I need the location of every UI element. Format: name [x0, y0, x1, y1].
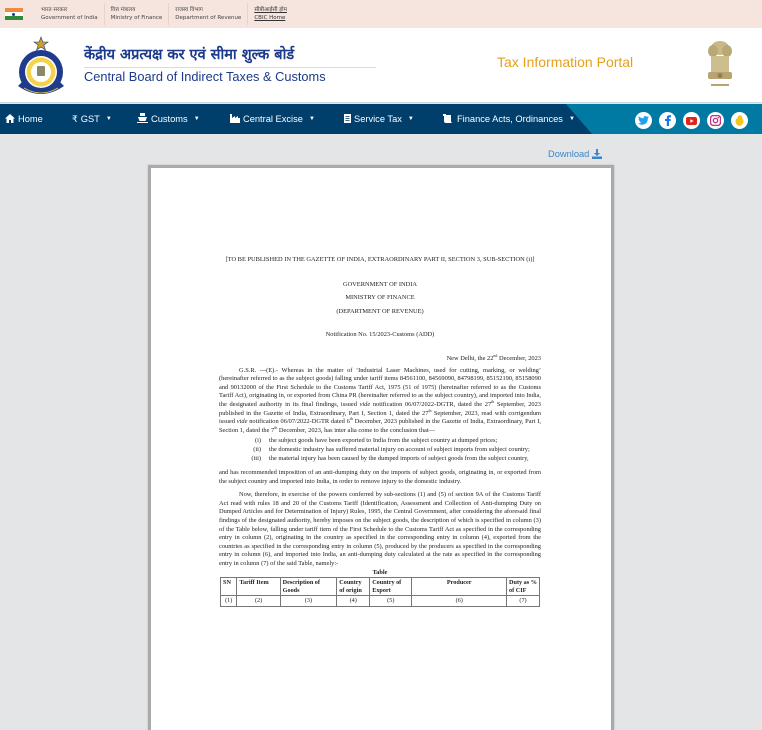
superscript: th — [274, 424, 278, 430]
gov-bar-department-of-revenue — [169, 3, 248, 25]
superscript: th — [428, 407, 432, 413]
notification-document — [219, 256, 541, 607]
gov-bar-hindi: भारत सरकार — [41, 6, 68, 13]
superscript: th — [491, 398, 495, 404]
document-viewer[interactable] — [148, 165, 614, 730]
industry-icon — [230, 114, 240, 125]
superscript: th — [349, 416, 353, 421]
preamble-text: December, 2023, has inter alia come to the conclusion that— — [277, 426, 436, 434]
social-links — [635, 112, 748, 129]
download-icon — [592, 149, 602, 159]
nav-finance-acts[interactable] — [443, 104, 575, 134]
preamble-text: December, 2023 published in the Gazette of India, Extraordinary, Part I, Section 1, dated the 7 — [219, 418, 541, 434]
title-divider — [84, 67, 376, 68]
table-cell: (5) — [370, 596, 412, 607]
table-cell: (4) — [337, 596, 370, 607]
notification-date — [219, 352, 541, 364]
nav-finance-acts-label[interactable]: Finance Acts, Ordinances — [457, 114, 563, 124]
date-superscript: nd — [493, 352, 498, 358]
portal-title: Tax Information Portal — [497, 54, 634, 70]
gov-top-bar — [0, 0, 762, 28]
site-title-english: Central Board of Indirect Taxes & Customs — [84, 69, 326, 84]
gov-bar-english[interactable]: CBIC Home — [254, 14, 286, 21]
main-navigation — [0, 104, 762, 134]
nav-home[interactable] — [5, 104, 43, 134]
download-button[interactable] — [548, 149, 602, 159]
cbic-emblem-logo[interactable] — [12, 36, 70, 98]
chevron-down-icon: ▼ — [308, 116, 315, 122]
gov-bar-english: Ministry of Finance — [110, 14, 163, 21]
nav-gst-label[interactable]: GST — [80, 114, 100, 124]
twitter-icon[interactable] — [635, 112, 652, 129]
table-row — [221, 596, 540, 607]
home-icon — [5, 114, 15, 125]
table-header-cell: SN — [221, 578, 237, 596]
gov-bar-english: Government of India — [41, 14, 98, 21]
department-heading: (DEPARTMENT OF REVENUE) — [336, 307, 424, 315]
nav-service-tax[interactable] — [344, 104, 414, 134]
nav-gst[interactable] — [72, 104, 112, 134]
gov-bar-hindi: वित्त मंत्रालय — [110, 6, 136, 13]
date-text: December, 2023 — [497, 354, 541, 362]
chevron-down-icon: ▼ — [568, 116, 575, 122]
document-icon — [344, 114, 351, 125]
scroll-icon — [443, 114, 454, 125]
nav-customs[interactable] — [137, 104, 200, 134]
gov-bar-hindi[interactable]: सीबीआईसी होम — [254, 6, 287, 13]
table-header-cell: Country of Export — [370, 578, 412, 596]
cbic-home-link[interactable] — [248, 3, 293, 25]
preamble-text: September, 2023 published in the Gazette of India, Extraordinary, Part I, Section 1, dated the 27 — [219, 400, 541, 417]
imposition-paragraph: Now, therefore, in exercise of the powers conferred by sub-sections (1) and (5) of section 9A of the Customs Tariff Act read with rules 18 and 20 of the Customs Tariff (Identification, Assessment and Collection of Anti-dumping Duty on Dumped Articles and for Determination of Injury) Rules, 1995, the Central Government, after considering the aforesaid final findings of the designated authority, hereby imposes on the subject goods, the description of which is specified in column (3) of the Table below, falling under tariff item of the First Schedule to the Customs Tariff Act as specified in the corresponding entry in column (2), originating in the country as specified in the corresponding entry in column (4), exported from the countries as specified in the corresponding entry in column (5), produced by the producers as specified in the corresponding entry in column (6), and imported into India, an anti-dumping duty calculated at the rate as specified in the corresponding entry in column (7) of the said Table, namely:- — [219, 491, 541, 568]
preamble-text: notification 06/07/2022-DGTR dated 6 — [247, 418, 350, 426]
nav-home-label[interactable]: Home — [18, 114, 43, 124]
gov-bar-hindi: राजस्व विभाग — [175, 6, 203, 13]
nav-customs-label[interactable]: Customs — [151, 114, 188, 124]
koo-icon[interactable] — [731, 112, 748, 129]
gov-bar-government-of-india — [35, 3, 105, 25]
table-cell: (2) — [237, 596, 280, 607]
preamble-text: notification 06/07/2022-DGTR, dated the 27 — [370, 400, 492, 408]
india-flag-icon — [5, 8, 23, 20]
finding-number: (i) — [254, 437, 261, 445]
finding-number: (ii) — [253, 445, 261, 453]
youtube-icon[interactable] — [683, 112, 700, 129]
nav-central-excise-label[interactable]: Central Excise — [243, 114, 303, 124]
gov-bar-ministry-of-finance — [105, 3, 170, 25]
preamble-text: G.S.R. ---(E).- Whereas in the matter of ‘Industrial Laser Machines, used for cutting, marking, or welding’ (hereinafter referred to as the subject goods) falling under tariff items 84561100, 84569090, 84798199, 85152190, 85158090 and 90132000 of the First Schedule to the Customs Tariff Act, 1975 (51 of 1975) (hereinafter referred to as the Customs Tariff Act), originating in, or exported from China PR (hereinafter referred to as the subject country), and imported into India, the designated authority in its final findings, issued — [219, 366, 541, 408]
gazette-line: [TO BE PUBLISHED IN THE GAZETTE OF INDIA, EXTRAORDINARY PART II, SECTION 3, SUB-SECTION (i)] — [225, 256, 535, 263]
notification-number: Notification No. 15/2023-Customs (ADD) — [325, 331, 435, 339]
rupee-icon: ₹ — [72, 113, 78, 124]
nav-central-excise[interactable] — [230, 104, 315, 134]
preamble-text: vide — [236, 418, 248, 426]
download-label[interactable]: Download — [548, 149, 590, 159]
finding-item — [247, 455, 541, 464]
preamble-text: vide — [359, 400, 371, 408]
preamble-text: September, 2023, read with corrigendum issued — [219, 409, 541, 426]
table-header-cell: Description of Goods — [280, 578, 337, 596]
table-header-row — [221, 578, 540, 596]
table-cell: (6) — [412, 596, 507, 607]
recommendation-paragraph: and has recommended imposition of an anti-dumping duty on the imports of subject goods, originating in, or exported from the subject country and imported into India, in order to remove injury to the domestic industry. — [219, 469, 541, 485]
site-header — [0, 28, 762, 103]
national-emblem-logo — [703, 39, 737, 91]
finding-item — [247, 446, 541, 455]
table-cell: (7) — [507, 596, 540, 607]
gov-bar-english: Department of Revenue — [175, 14, 242, 21]
findings-list — [247, 437, 541, 463]
finding-text: the domestic industry has suffered material injury on account of subject imports from subject country; — [269, 445, 530, 453]
ship-icon — [137, 113, 148, 125]
preamble-paragraph — [219, 367, 541, 436]
chevron-down-icon: ▼ — [193, 116, 200, 122]
chevron-down-icon: ▼ — [105, 116, 112, 122]
duty-table — [220, 577, 540, 607]
gov-heading: GOVERNMENT OF INDIA — [342, 280, 418, 288]
chevron-down-icon: ▼ — [407, 116, 414, 122]
table-title: Table — [372, 568, 388, 576]
nav-service-tax-label[interactable]: Service Tax — [354, 114, 402, 124]
table-header-cell: Tariff Item — [237, 578, 280, 596]
table-header-cell: Country of origin — [337, 578, 370, 596]
finding-text: the subject goods have been exported to India from the subject country at dumped prices; — [269, 437, 498, 445]
finding-item — [247, 437, 541, 446]
table-header-cell: Duty as % of CIF — [507, 578, 540, 596]
date-text: New Delhi, the 22 — [446, 354, 494, 362]
table-header-cell: Producer — [412, 578, 507, 596]
ministry-heading: MINISTRY OF FINANCE — [345, 294, 415, 302]
finding-number: (iii) — [251, 454, 261, 462]
instagram-icon[interactable] — [707, 112, 724, 129]
table-cell: (3) — [280, 596, 337, 607]
finding-text: the material injury has been caused by the dumped imports of subject goods from the subject country, — [269, 454, 529, 462]
site-title-hindi: केंद्रीय अप्रत्यक्ष कर एवं सीमा शुल्क बोर्ड — [84, 47, 295, 63]
facebook-icon[interactable] — [659, 112, 676, 129]
table-cell: (1) — [221, 596, 237, 607]
